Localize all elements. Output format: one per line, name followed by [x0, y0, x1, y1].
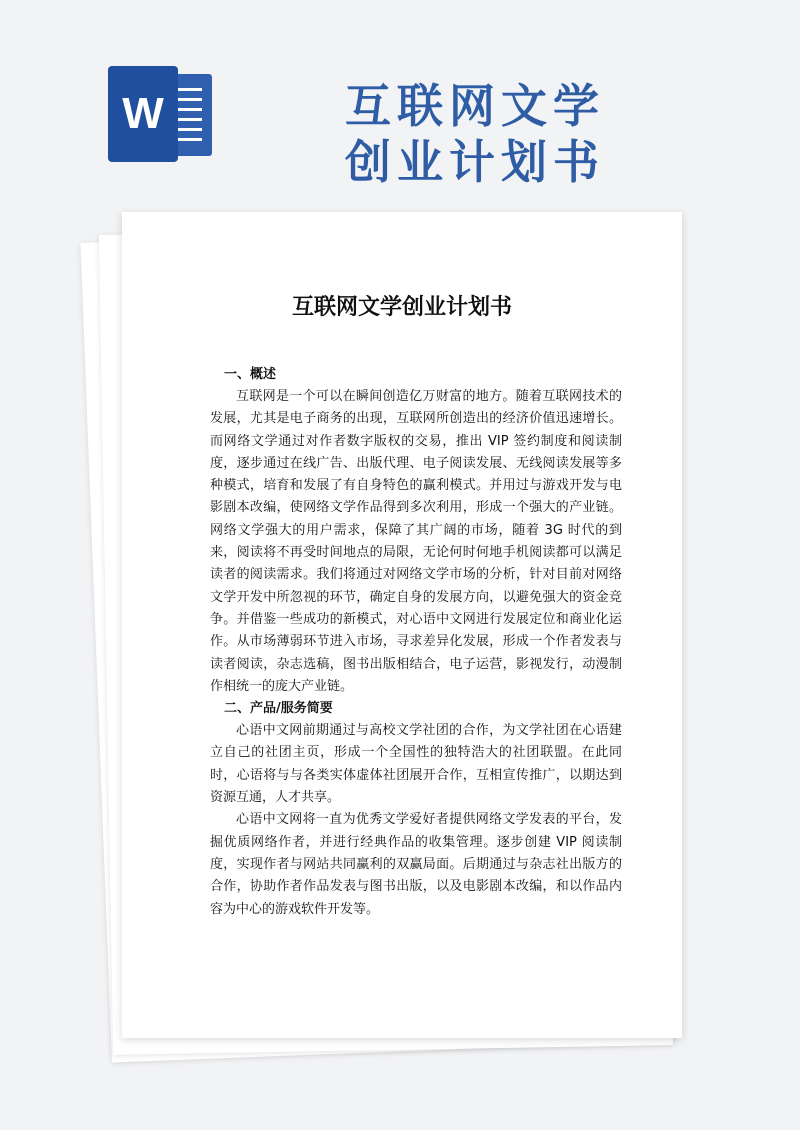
header-banner [0, 0, 800, 200]
header-title-line1: 互联网文学 [345, 79, 605, 133]
document-body [210, 364, 622, 921]
header-title-line2: 创业计划书 [345, 135, 605, 189]
header-title [345, 78, 605, 190]
word-logo-letter: W [108, 66, 178, 162]
section-heading-products: 二、产品/服务简要 [224, 701, 333, 717]
document-page [122, 212, 682, 1038]
paragraph-products-1: 心语中文网前期通过与高校文学社团的合作，为文学社团在心语建立自己的社团主页，形成一个全国性的独特浩大的社团联盟。在此同时，心语将与与各类实体虚体社团展开合作，互相宣传推广，以期达到资源互通，人才共享。 [210, 723, 622, 806]
paragraph-products-2: 心语中文网将一直为优秀文学爱好者提供网络文学发表的平台，发掘优质网络作者，并进行经典作品的收集管理。逐步创建 VIP 阅读制度，实现作者与网站共同赢利的双赢局面。后期通过与杂志社出版方的合作，协助作者作品发表与图书出版，以及电影剧本改编，和以作品内容为中心的游戏软件开发等。 [210, 812, 622, 917]
section-heading-overview: 一、概述 [224, 367, 277, 382]
document-title: 互联网文学创业计划书 [291, 295, 512, 320]
paragraph-overview: 互联网是一个可以在瞬间创造亿万财富的地方。随着互联网技术的发展，尤其是电子商务的出现，互联网所创造出的经济价值迅速增长。而网络文学通过对作者数字版权的交易，推出 VIP 签约制度和阅读制度，逐步通过在线广告、出版代理、电子阅读发展、无线阅读发展等多种模式，培育和发展了有自身特色的赢利模式。并用过与游戏开发与电影剧本改编，使网络文学作品得到多次利用，形成一个强大的产业链。网络文学强大的用户需求，保障了其广阔的市场，随着 3G 时代的到来，阅读将不再受时间地点的局限，无论何时何地手机阅读都可以满足读者的阅读需求。我们将通过对网络文学市场的分析，针对目前对网络文学开发中所忽视的环节，确定自身的发展方向，以避免强大的资金竞争。并借鉴一些成功的新模式，对心语中文网进行发展定位和商业化运作。从市场薄弱环节进入市场，寻求差异化发展，形成一个作者发表与读者阅读，杂志选稿，图书出版相结合，电子运营，影视发行，动漫制作相统一的庞大产业链。 [210, 389, 622, 694]
